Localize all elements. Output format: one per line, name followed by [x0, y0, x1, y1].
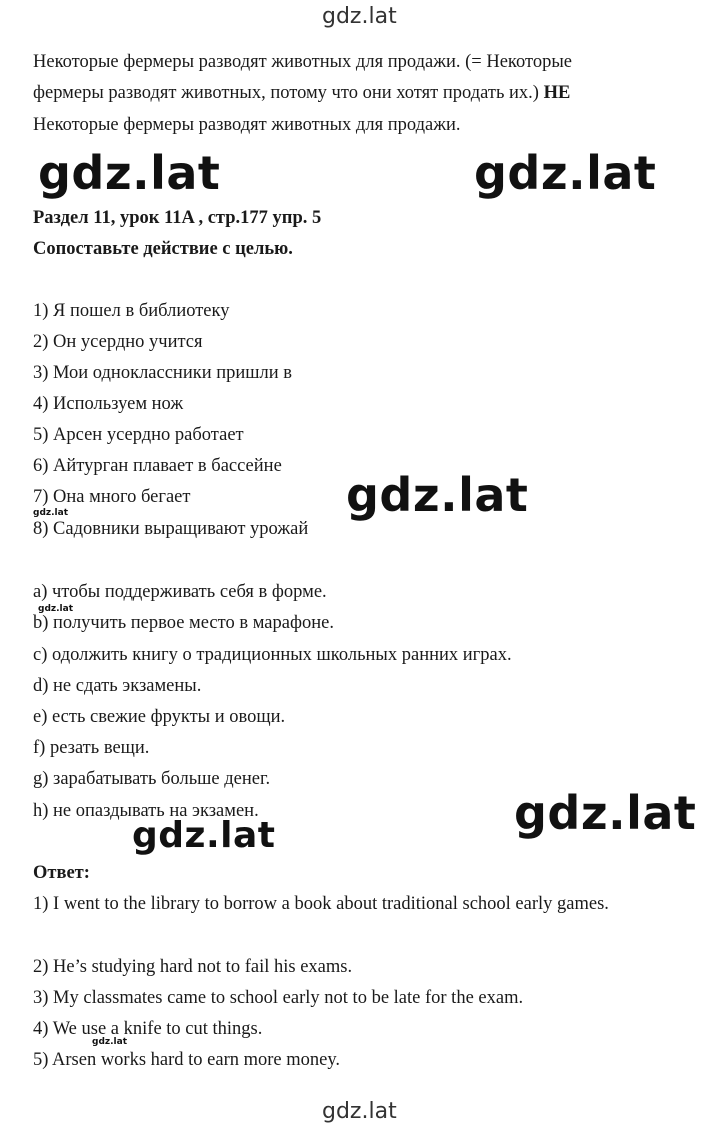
purpose-item: b) получить первое место в марафоне. — [33, 613, 334, 633]
watermark-bottom: gdz.lat — [322, 1099, 397, 1124]
answer-item: 5) Arsen works hard to earn more money. — [33, 1050, 341, 1070]
answer-label: Ответ: — [33, 863, 90, 883]
task-instruction: Сопоставьте действие с целью. — [33, 239, 293, 259]
answer-item: 4) We use a knife to cut things. — [33, 1019, 263, 1039]
watermark-tiny: gdz.lat — [38, 604, 74, 614]
purpose-item: c) одолжить книгу о традиционных школьных ранних играх. — [33, 645, 512, 665]
purpose-item: d) не сдать экзамены. — [33, 676, 202, 696]
action-item: 6) Айтурган плавает в бассейне — [33, 456, 282, 476]
action-item: 8) Садовники выращивают урожай — [33, 519, 309, 539]
action-item: 3) Мои одноклассники пришли в — [33, 363, 293, 383]
watermark: gdz.lat — [38, 146, 221, 200]
answer-item: 3) My classmates came to school early not to be late for the exam. — [33, 988, 524, 1008]
purpose-item: a) чтобы поддерживать себя в форме. — [33, 582, 327, 602]
answer-item: 1) I went to the library to borrow a book about traditional school early games. — [33, 894, 609, 914]
intro-line — [33, 82, 570, 104]
action-item: 7) Она много бегает — [33, 487, 191, 507]
purpose-item: f) резать вещи. — [33, 738, 150, 758]
action-item: 4) Используем нож — [33, 394, 184, 414]
action-item: 2) Он усердно учится — [33, 332, 203, 352]
section-heading: Раздел 11, урок 11A , стр.177 упр. 5 — [33, 208, 322, 228]
intro-bold: НЕ — [543, 83, 571, 103]
watermark: gdz.lat — [474, 146, 657, 200]
action-item: 1) Я пошел в библиотеку — [33, 301, 230, 321]
watermark: gdz.lat — [132, 815, 276, 856]
purpose-item: h) не опаздывать на экзамен. — [33, 801, 259, 821]
watermark-tiny: gdz.lat — [92, 1037, 128, 1047]
intro-line: Некоторые фермеры разводят животных для продажи. (= Некоторые — [33, 52, 572, 72]
action-item: 5) Арсен усердно работает — [33, 425, 244, 445]
watermark-tiny: gdz.lat — [33, 508, 69, 518]
watermark: gdz.lat — [346, 468, 529, 522]
purpose-item: e) есть свежие фрукты и овощи. — [33, 707, 286, 727]
answer-item: 2) He’s studying hard not to fail his exams. — [33, 957, 353, 977]
intro-line: Некоторые фермеры разводят животных для продажи. — [33, 115, 461, 135]
watermark-top: gdz.lat — [322, 4, 397, 29]
intro-text: фермеры разводят животных, потому что они хотят продать их.) — [33, 83, 544, 103]
watermark: gdz.lat — [514, 786, 697, 840]
purpose-item: g) зарабатывать больше денег. — [33, 769, 271, 789]
